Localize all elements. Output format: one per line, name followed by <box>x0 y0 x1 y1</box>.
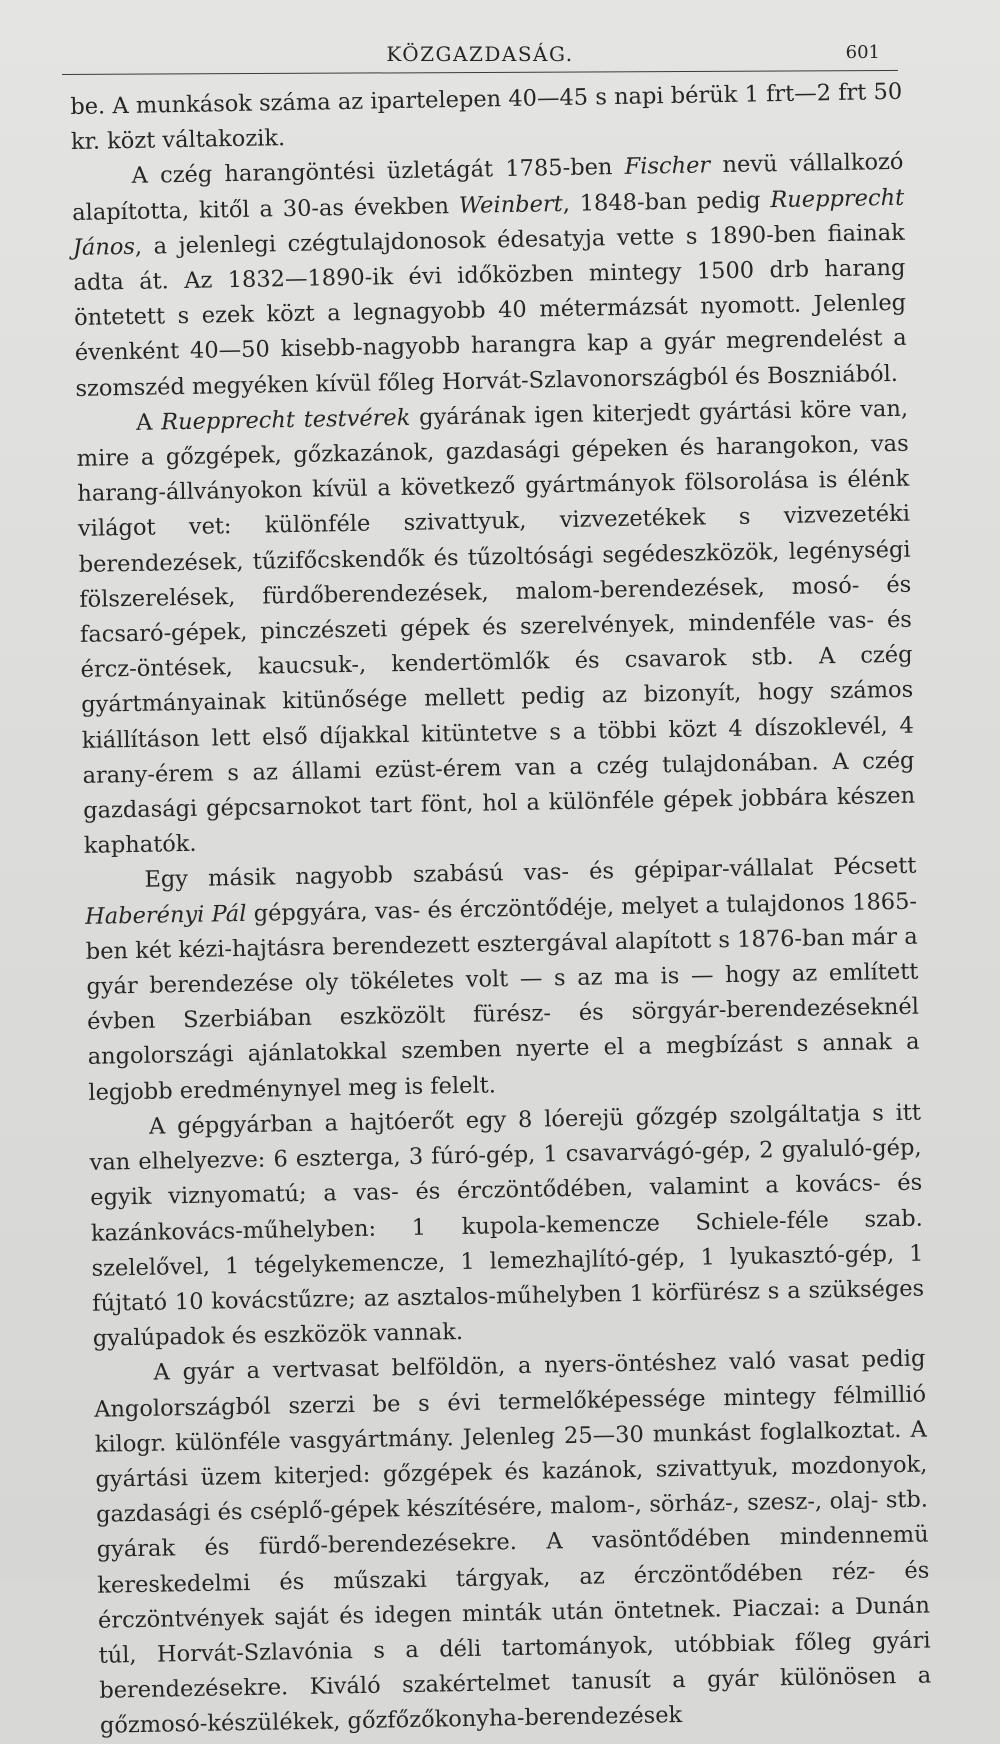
paragraph-3 <box>76 392 916 865</box>
paragraph-2-text: , 1848-ban pedig <box>562 186 771 217</box>
paragraph-3-text: gyárának igen kiterjedt gyártási köre van, mire a gőzgépek, gőzkazánok, gazdasági gépeken és harangokon, vas harang-állványokon kívül a következő gyártmányok fölsorolása is élénk világot vet: különféle szivattyuk, vizvezetékek s vizvezetéki berendezések, tűzifőcskendők és tűzoltósági segédeszközök, legénységi fölszerelések, fürdőberendezések, malom-berendezések, mosó- és facsaró-gépek, pinczészeti gépek és szerelvények, mindenféle vas- és ércz-öntések, kaucsuk-, kendertömlők és csavarok stb. A czég gyártmányainak kitünősége mellett pedig az bizonyít, hogy számos kiállításon lett első díjakkal kitüntetve s a többi közt 4 díszoklevél, 4 arany-érem s az állami ezüst-érem van a czég tulajdonában. A czég gazdasági gépcsarnokot tart fönt, hol a különféle gépek jobbára készen kaphatók. <box>76 395 916 860</box>
page-number: 601 <box>845 42 880 63</box>
paragraph-4-text: gépgyára, vas- és érczöntődéje, melyet a tulajdonos 1865-ben két kézi-hajtásra berendezett esztergával alapított s 1876-ban már a gyár berendezése oly tökéletes volt — s az ma is — hogy az említett évben Szerbiában eszközölt fürész- és sörgyár-berendezéseknél angolországi ajánlatokkal szemben nyerte el a megbízást s annak a legjobb eredménynyel meg is felelt. <box>85 888 920 1106</box>
paragraph-6: A gyár a vertvasat belföldön, a nyers-öntéshez való vasat pedig Angolországból szerzi be s évi termelőképessége mintegy félmillió kilogr. különféle vasgyártmány. Jelenleg 25—30 munkást foglalkoztat. A gyártási üzem kiterjed: gőzgépek és kazánok, szivattyuk, mozdonyok, gazdasági és cséplő-gépek készítésére, malom-, sörház-, szesz-, olaj- stb. gyárak és fürdő-berendezésekre. A vasöntődében mindennemü kereskedelmi és műszaki tárgyak, az érczöntődében réz- és érczöntvények saját és idegen minták után öntetnek. Piaczai: a Dunán túl, Horvát-Szlavónia s a déli tartományok, utóbbiak főleg gyári berendezésekre. Kiváló szakértelmet tanusít a gyár különösen a gőzmosó-készülékek, gőzfőzőkonyha-berendezések <box>93 1345 932 1740</box>
paragraph-3-text: A <box>135 409 162 436</box>
person-name-ruepprecht: Ruepprecht János <box>72 184 905 261</box>
paragraph-4-text: Egy másik nagyobb szabású vas- és gépipar-vállalat Pécsett <box>144 853 917 894</box>
running-title: KÖZGAZDASÁG. <box>386 42 574 66</box>
person-name-haberenyi: Haberényi Pál <box>84 900 247 930</box>
body-text <box>70 75 932 1744</box>
person-name-weinbert: Weinbert <box>458 190 563 219</box>
company-name-ruepprecht: Ruepprecht testvérek <box>160 404 411 436</box>
paragraph-2-text: , a jelenlegi czégtulajdonosok édesatyja vette s 1890-ben fiainak adta át. Az 1832—1890-ik évi időközben mintegy 1500 drb harang öntetett s ezek közt a legnagyobb 40 métermázsát nyomott. Jelenleg évenként 40—50 kisebb-nagyobb harangra kap a gyár megrendelést a szomszéd megyéken kívül főleg Horvát-Szlavonországból és Boszniából. <box>73 219 907 402</box>
paragraph-2-text: A czég harangöntési üzletágát 1785-ben <box>131 154 625 190</box>
paragraph-2-text: nevü vállalkozó alapította, kitől a 30-as években <box>72 149 904 226</box>
paragraph-4 <box>84 849 920 1111</box>
person-name-fischer: Fischer <box>624 152 711 181</box>
paragraph-2 <box>71 145 907 407</box>
paragraph-1: be. A munkások száma az ipartelepen 40—45 s napi bérük 1 frt—2 frt 50 kr. közt váltakozik. <box>70 78 903 156</box>
paragraph-5: A gépgyárban a hajtóerőt egy 8 lóerejü gőzgép szolgáltatja s itt van elhelyezve: 6 eszterga, 3 fúró-gép, 1 csavarvágó-gép, 2 gyaluló-gép, egyik viznyomatú; a vas- és érczöntődében, valamint a kovács- és kazánkovács-műhelyben: 1 kupola-kemencze Schiele-féle szab. szelelővel, 1 tégelykemencze, 1 lemezhajlító-gép, 1 lyukasztó-gép, 1 fújtató 10 kovácstűzre; az asztalos-műhelyben 1 körfürész s a szükséges gyalúpadok és eszközök vannak. <box>89 1099 925 1352</box>
